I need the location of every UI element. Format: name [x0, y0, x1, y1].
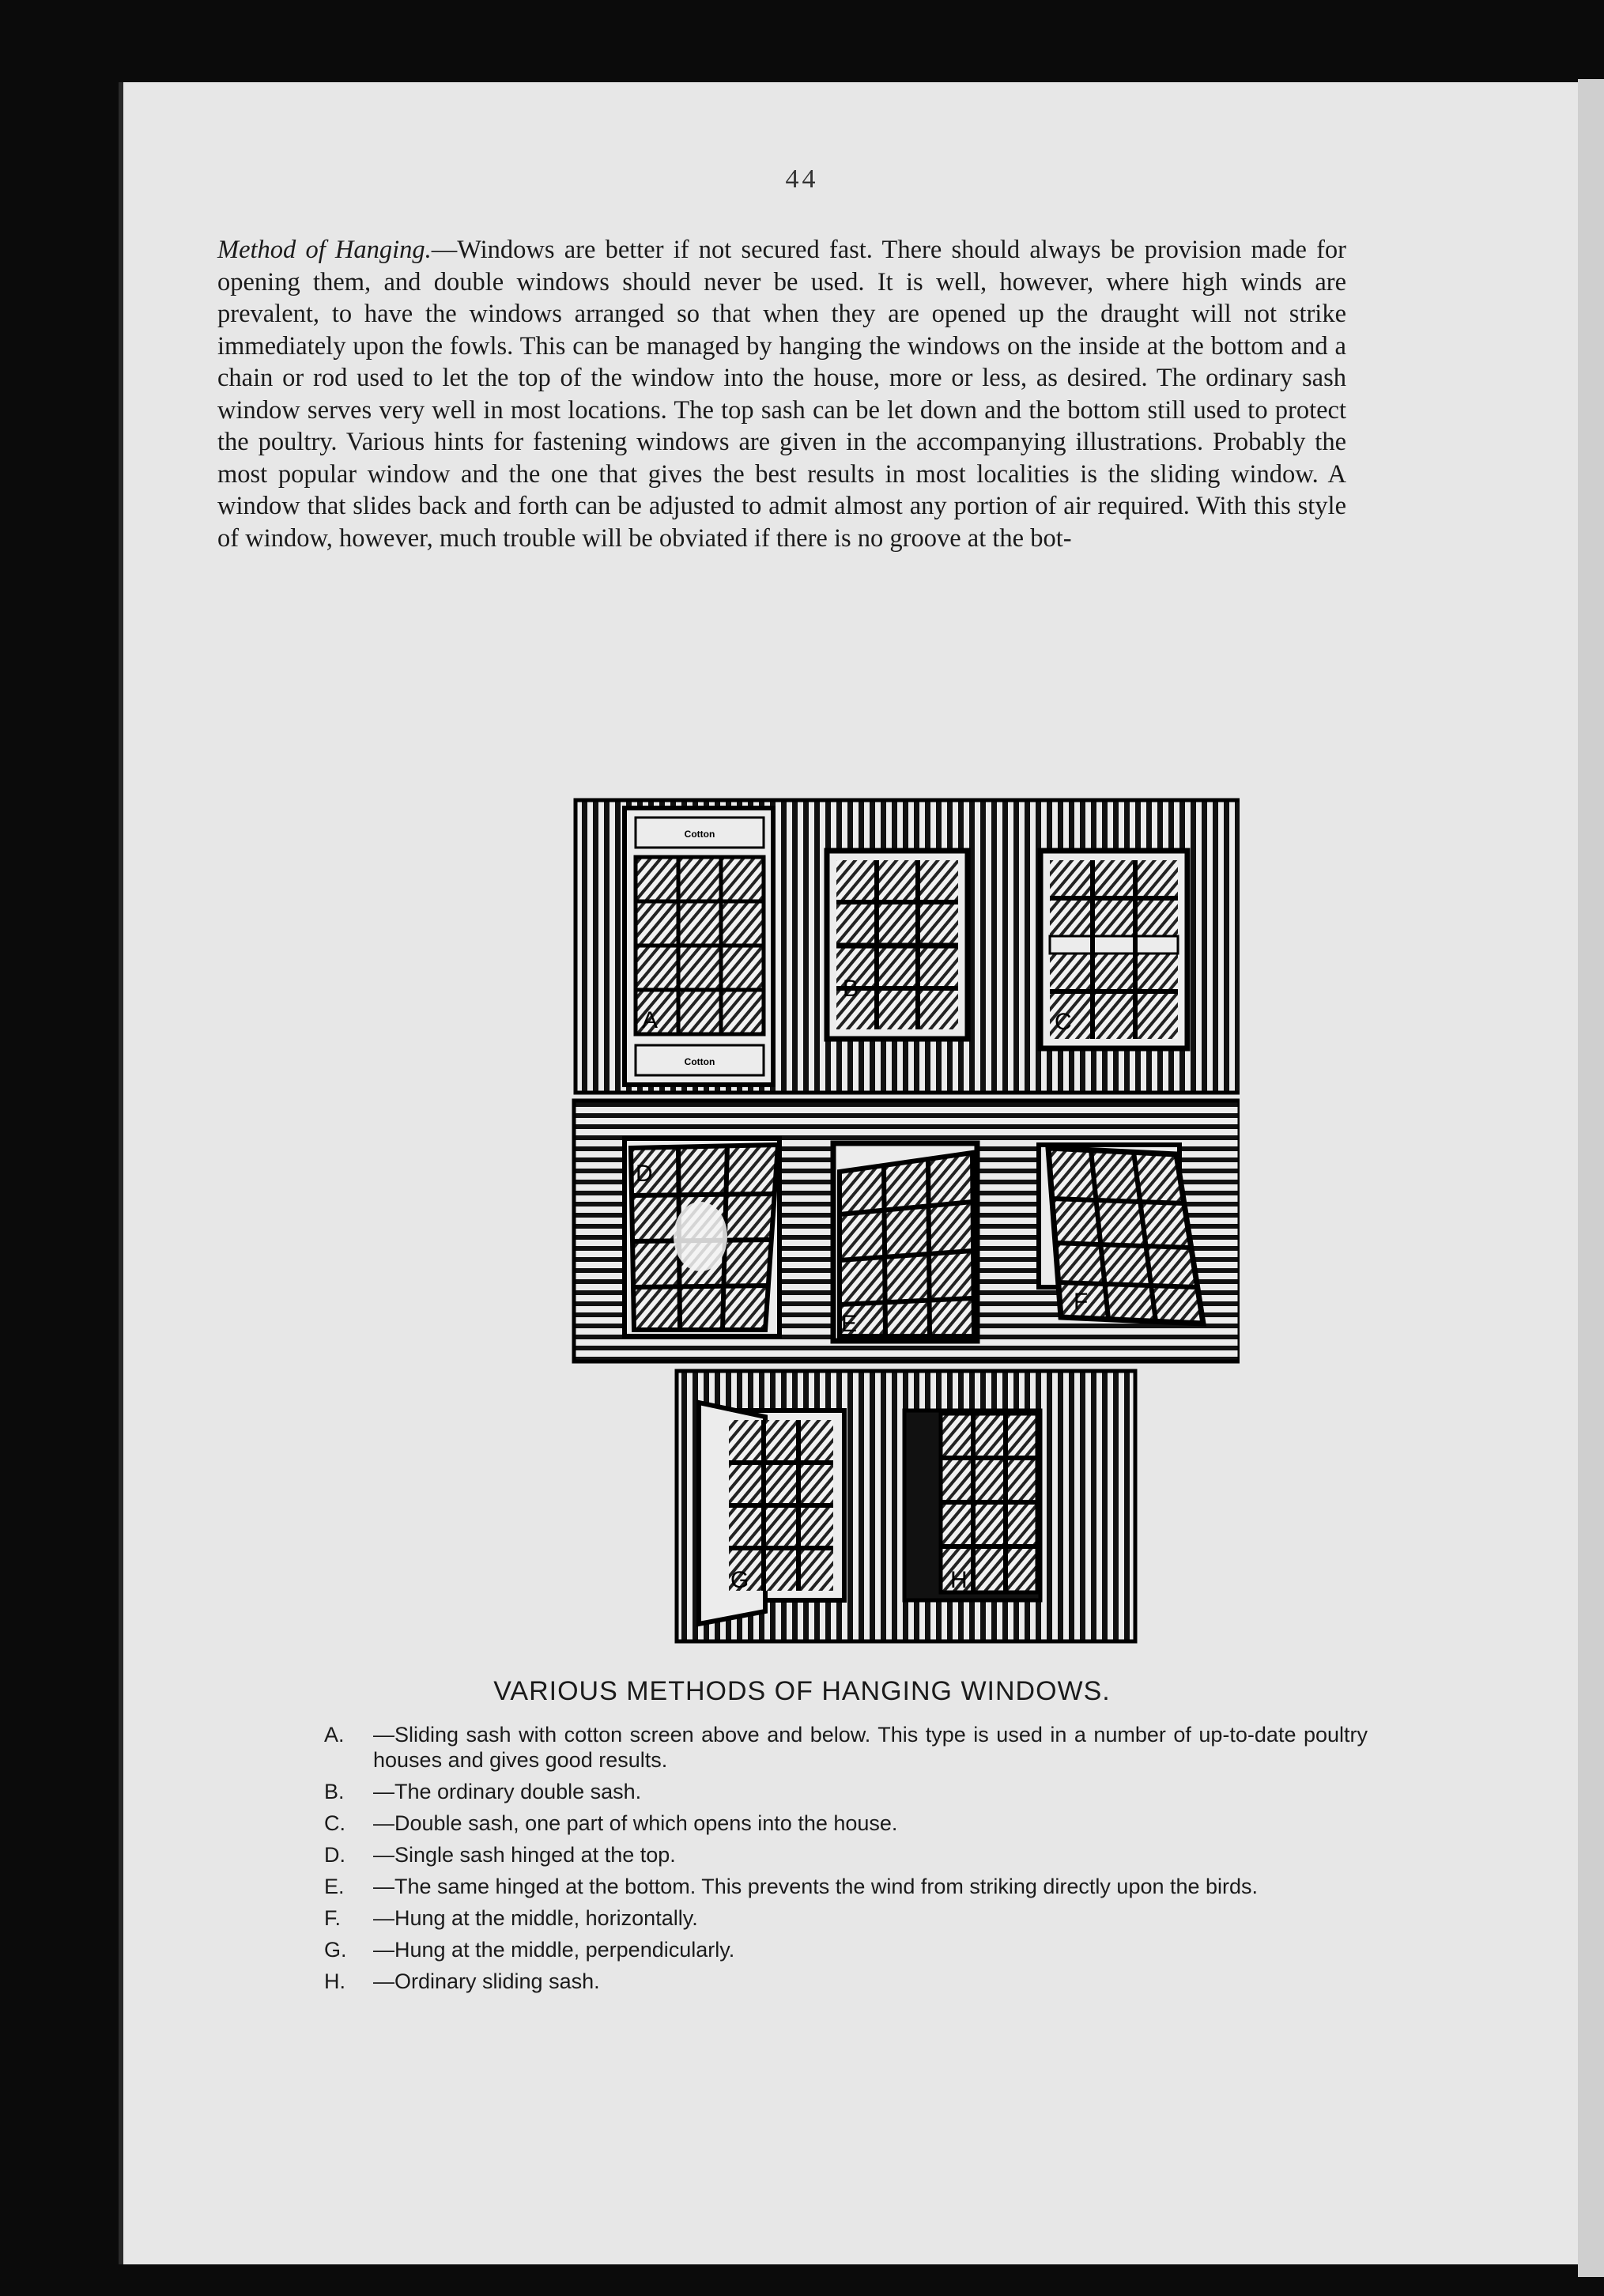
cotton-label-top: Cotton [684, 829, 715, 840]
window-label-e: E [841, 1311, 858, 1337]
legend-item [324, 1779, 1368, 1804]
window-f [1039, 1145, 1203, 1324]
cotton-label-bottom: Cotton [684, 1056, 715, 1067]
body-paragraph [217, 234, 1346, 554]
window-g [699, 1403, 844, 1624]
windows-illustration [449, 715, 1240, 1648]
legend-key: E. [324, 1875, 345, 1898]
legend-item [324, 1722, 1368, 1773]
legend-key: H. [324, 1969, 345, 1993]
window-c [1040, 851, 1187, 1048]
window-label-d: D [636, 1161, 653, 1187]
legend-text: —Double sash, one part of which opens into the house. [373, 1811, 898, 1835]
legend-text: —Sliding sash with cotton screen above and below. This type is used in a number of up-to-date poultry houses and gives good results. [373, 1723, 1368, 1772]
figure-caption: VARIOUS METHODS OF HANGING WINDOWS. [493, 1676, 1111, 1706]
legend-item [324, 1969, 1368, 1994]
legend-key: A. [324, 1723, 345, 1747]
legend-item [324, 1842, 1368, 1867]
window-label-f: F [1074, 1289, 1089, 1315]
adjacent-page-edge [1578, 79, 1604, 2277]
legend-text: —Hung at the middle, perpendicularly. [373, 1938, 735, 1962]
window-h [904, 1410, 1040, 1600]
legend-text: —Single sash hinged at the top. [373, 1843, 676, 1867]
legend-item [324, 1811, 1368, 1836]
run-in-heading: Method of Hanging. [217, 236, 432, 264]
legend-item [324, 1937, 1368, 1962]
window-b [827, 851, 968, 1039]
window-label-h: H [950, 1567, 968, 1593]
page-number: 44 [785, 164, 819, 194]
legend-key: B. [324, 1780, 345, 1803]
legend-item [324, 1905, 1368, 1931]
window-label-b: B [843, 976, 859, 1002]
legend-text: —Ordinary sliding sash. [373, 1969, 600, 1993]
body-text: —Windows are better if not secured fast. There should always be provision made for opening them, and double windows should never be used. It is well, however, where high winds are prevalent, to have the windows arranged so that when they are opened up the draught will not strike immediately upon the fowls. This can be managed by hanging the windows on the inside at the bottom and a chain or rod used to let the top of the window into the house, more or less, as desired. The ordinary sash window serves very well in most locations. The top sash can be let down and the bottom still used to protect the poultry. Various hints for fastening windows are given in the accompanying illustrations. Probably the most popular window and the one that gives the best results in most localities is the sliding window. A window that slides back and forth can be adjusted to admit almost any portion of air required. With this style of window, however, much trouble will be obviated if there is no groove at the bot- [217, 236, 1346, 553]
window-d [625, 1139, 779, 1336]
figure-legend [324, 1722, 1368, 2000]
legend-text: —Hung at the middle, horizontally. [373, 1906, 698, 1930]
legend-key: C. [324, 1811, 345, 1835]
legend-text: —The same hinged at the bottom. This prevents the wind from striking directly upon the birds. [373, 1875, 1259, 1898]
window-a [625, 808, 773, 1085]
window-e [833, 1143, 977, 1341]
window-label-a: A [642, 1007, 659, 1033]
window-label-c: C [1055, 1009, 1072, 1035]
legend-key: D. [324, 1843, 345, 1867]
legend-text: —The ordinary double sash. [373, 1780, 642, 1803]
legend-key: G. [324, 1938, 347, 1962]
window-label-g: G [730, 1567, 749, 1593]
legend-item [324, 1874, 1368, 1899]
legend-key: F. [324, 1906, 342, 1930]
